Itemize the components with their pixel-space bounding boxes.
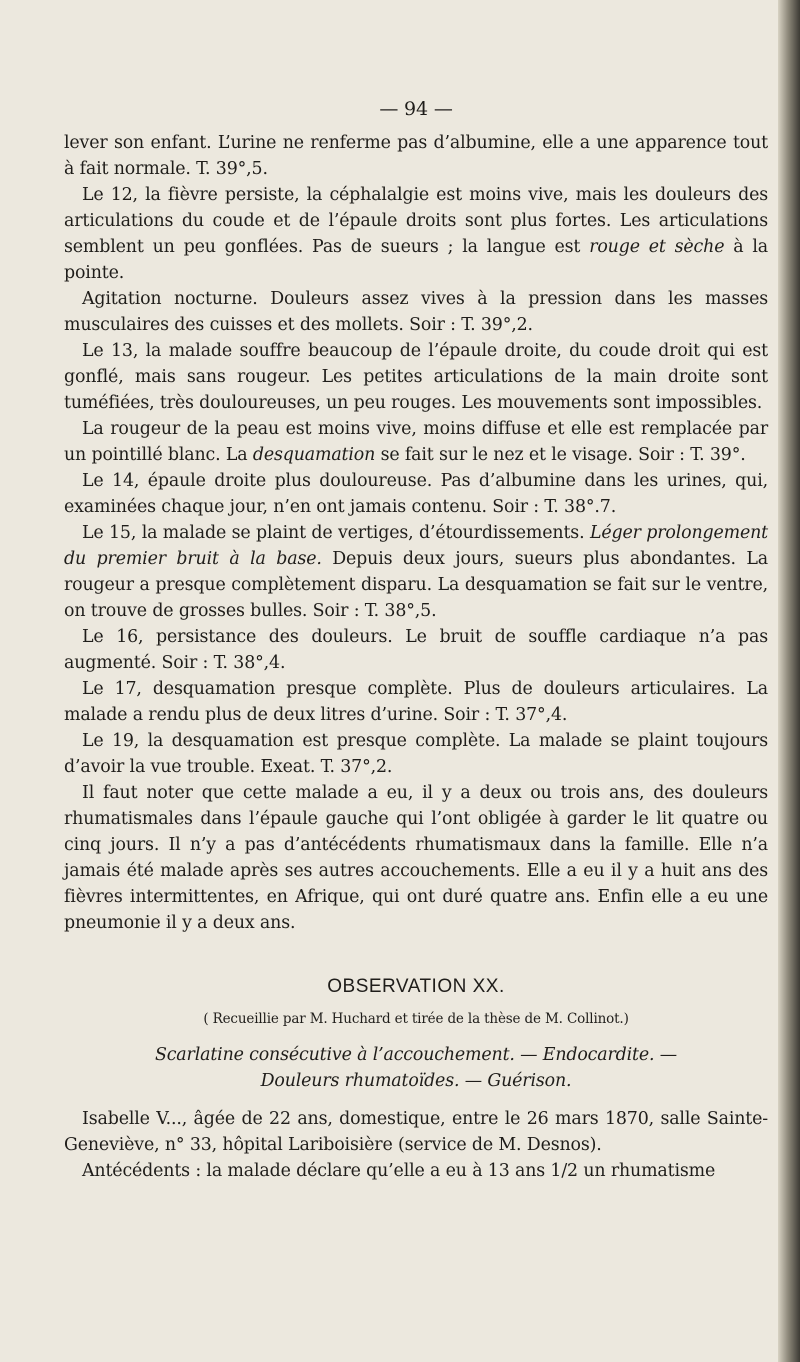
paragraph: Le 17, desquamation presque complète. Plus de douleurs articulaires. La malade a rendu plus de deux litres d’urine. Soir : T. 37°,4. (64, 679, 768, 725)
emphasis: Léger prolongement du premier bruit à la base. (64, 523, 768, 569)
paragraph: Le 16, persistance des douleurs. Le bruit de souffle cardiaque n’a pas augmenté. Soir : T. 38°,4. (64, 627, 768, 673)
observation-subtitle: Scarlatine consécutive à l’accouchement. — Endocardite. — Douleurs rhumatoïdes. — Guérison. (154, 1045, 678, 1091)
paragraph: Le 15, la malade se plaint de vertiges, d’étourdissements. Léger prolongement du premier bruit à la base. Depuis deux jours, sueurs plus abondantes. La rougeur a presque complètement disparu. La desquamation se fait sur le ventre, on trouve de grosses bulles. Soir : T. 38°,5. (64, 523, 768, 621)
paragraph: Agitation nocturne. Douleurs assez vives à la pression dans les masses musculaires des cuisses et des mollets. Soir : T. 39°,2. (64, 289, 768, 335)
book-page (64, 96, 768, 1184)
paragraph: Le 13, la malade souffre beaucoup de l’épaule droite, du coude droit qui est gonflé, mais sans rougeur. Les petites articulations de la main droite sont tuméfiées, très douloureuses, un peu rouges. Les mouvements sont impossibles. (64, 341, 768, 413)
page-edge-shadow (778, 0, 800, 1362)
observation-title: OBSERVATION XX. (327, 976, 505, 997)
paragraph: Le 12, la fièvre persiste, la céphalalgie est moins vive, mais les douleurs des articulations du coude et de l’épaule droits sont plus fortes. Les articulations semblent un peu gonflées. Pas de sueurs ; la langue est rouge et sèche à la pointe. (64, 185, 769, 283)
paragraph: Il faut noter que cette malade a eu, il y a deux ou trois ans, des douleurs rhumatismales dans l’épaule gauche qui l’ont obligée à garder le lit quatre ou cinq jours. Il n’y a pas d’antécédents rhumatismaux dans la famille. Elle n’a jamais été malade après ses autres accouchements. Elle a eu il y a huit ans des fièvres intermittentes, en Afrique, qui ont duré quatre ans. Enfin elle a eu une pneumonie il y a deux ans. (64, 783, 768, 933)
paragraph: La rougeur de la peau est moins vive, moins diffuse et elle est remplacée par un pointillé blanc. La desquamation se fait sur le nez et le visage. Soir : T. 39°. (64, 419, 768, 465)
observation-source: ( Recueillie par M. Huchard et tirée de la thèse de M. Collinot.) (203, 1011, 629, 1027)
body-text (64, 130, 768, 936)
paragraph: Antécédents : la malade déclare qu’elle a eu à 13 ans 1/2 un rhumatisme (82, 1161, 716, 1181)
emphasis: rouge et sèche (589, 237, 725, 257)
paragraph: Le 19, la desquamation est presque complète. La malade se plaint toujours d’avoir la vue trouble. Exeat. T. 37°,2. (64, 731, 768, 777)
paragraph: Isabelle V..., âgée de 22 ans, domestique, entre le 26 mars 1870, salle Sainte-Geneviève, n° 33, hôpital Lariboisière (service de M. Desnos). (64, 1109, 768, 1155)
paragraph: Le 14, épaule droite plus douloureuse. Pas d’albumine dans les urines, qui, examinées chaque jour, n’en ont jamais contenu. Soir : T. 38°.7. (64, 471, 768, 517)
page-number: — 94 — (379, 98, 453, 120)
paragraph: lever son enfant. L’urine ne renferme pas d’albumine, elle a une apparence tout à fait normale. T. 39°,5. (64, 133, 768, 179)
emphasis: desquamation (252, 445, 376, 465)
